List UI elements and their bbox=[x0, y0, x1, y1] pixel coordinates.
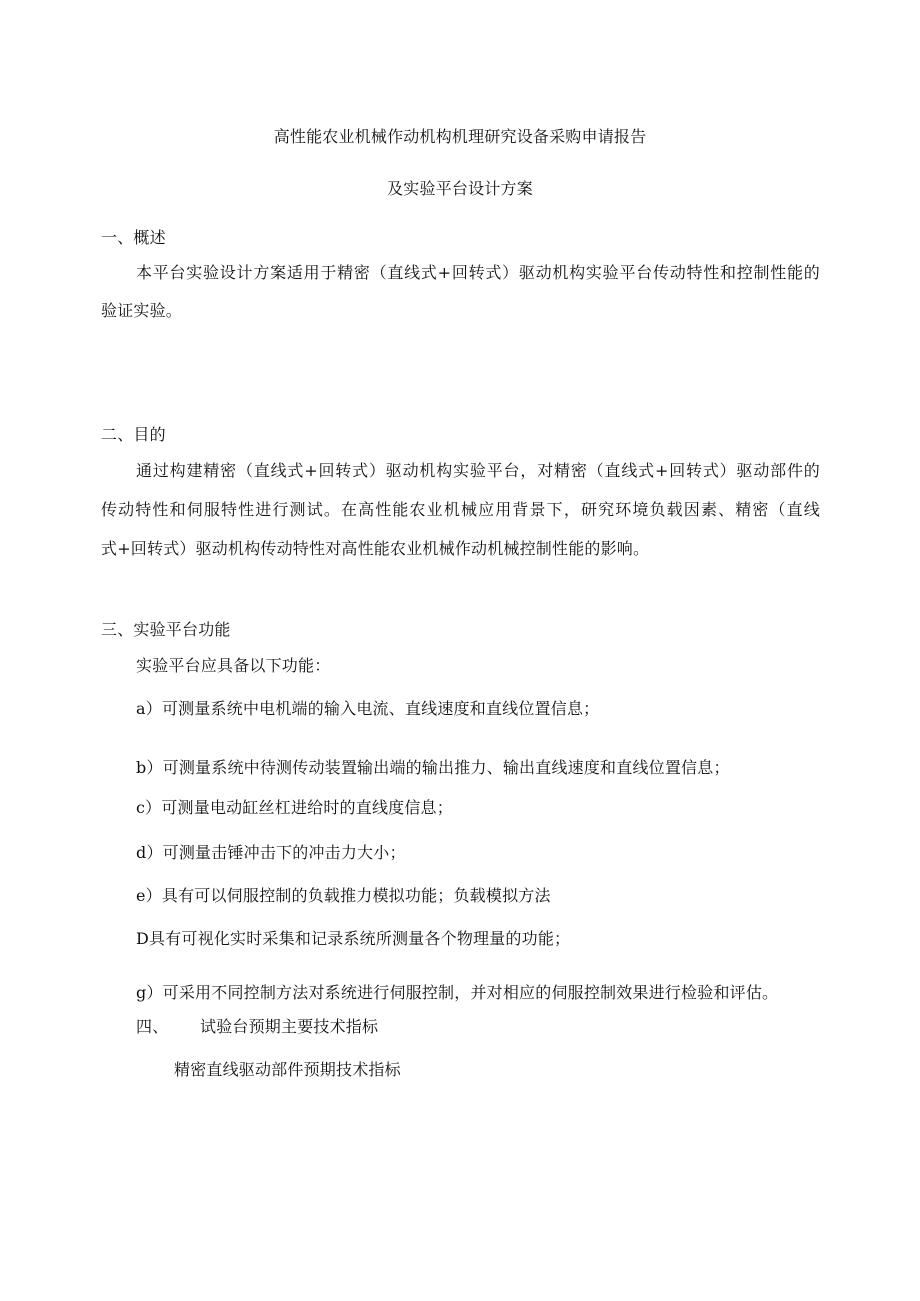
section-heading-overview: 一、概述 bbox=[101, 228, 166, 247]
document-title-line-2: 及实验平台设计方案 bbox=[387, 179, 533, 198]
overview-paragraph-line-2: 验证实验。 bbox=[101, 301, 183, 320]
purpose-paragraph-line-3: 式+回转式）驱动机构传动特性对高性能农业机械作动机械控制性能的影响。 bbox=[101, 539, 650, 558]
function-item-c: c）可测量电动缸丝杠进给时的直线度信息； bbox=[136, 798, 453, 817]
function-item-e: e）具有可以伺服控制的负载推力模拟功能；负载模拟方法 bbox=[136, 886, 551, 905]
function-item-b: b）可测量系统中待测传动装置输出端的输出推力、输出直线速度和直线位置信息； bbox=[136, 758, 730, 777]
purpose-paragraph-line-2: 传动特性和伺服特性进行测试。在高性能农业机械应用背景下，研究环境负载因素、精密（直线 bbox=[101, 500, 820, 519]
section-heading-purpose: 二、目的 bbox=[101, 425, 166, 444]
specs-subheading: 精密直线驱动部件预期技术指标 bbox=[174, 1060, 401, 1079]
function-item-a: a）可测量系统中电机端的输入电流、直线速度和直线位置信息； bbox=[136, 699, 600, 718]
section-heading-specs-number: 四、 bbox=[136, 1017, 169, 1036]
function-item-f: D具有可视化实时采集和记录系统所测量各个物理量的功能； bbox=[136, 929, 571, 948]
overview-paragraph-line-1: 本平台实验设计方案适用于精密（直线式+回转式）驱动机构实验平台传动特性和控制性能的 bbox=[136, 263, 820, 282]
section-heading-specs-text: 试验台预期主要技术指标 bbox=[200, 1017, 379, 1036]
document-title-line-1: 高性能农业机械作动机构机理研究设备采购申请报告 bbox=[273, 127, 647, 146]
purpose-paragraph-line-1: 通过构建精密（直线式+回转式）驱动机构实验平台，对精密（直线式+回转式）驱动部件的 bbox=[136, 461, 820, 480]
function-item-g: g）可采用不同控制方法对系统进行伺服控制，并对相应的伺服控制效果进行检验和评估。 bbox=[136, 983, 779, 1002]
section-heading-functions: 三、实验平台功能 bbox=[101, 620, 231, 639]
functions-intro: 实验平台应具备以下功能： bbox=[136, 656, 331, 675]
function-item-d: d）可测量击锤冲击下的冲击力大小； bbox=[136, 843, 406, 862]
